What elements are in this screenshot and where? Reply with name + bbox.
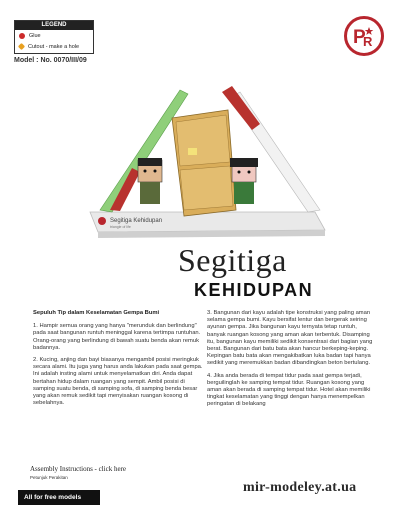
legend-item-label: Glue bbox=[29, 32, 41, 39]
glue-dot-icon bbox=[19, 33, 25, 39]
site-watermark: mir-modeley.at.ua bbox=[243, 480, 357, 495]
board-sublabel: triangle of life bbox=[110, 225, 131, 229]
brand-logo[interactable] bbox=[344, 16, 384, 56]
assembly-instructions-link[interactable]: Assembly Instructions - click here bbox=[30, 465, 127, 473]
page-subtitle: KEHIDUPAN bbox=[194, 280, 314, 300]
board-logo-icon bbox=[98, 217, 106, 225]
left-text-column bbox=[33, 310, 203, 407]
left-figure-hair bbox=[138, 158, 162, 166]
right-figure-body bbox=[234, 182, 254, 204]
legend-box bbox=[14, 20, 94, 54]
page-title: Segitiga bbox=[178, 242, 287, 278]
svg-text:R: R bbox=[363, 34, 373, 49]
left-figure-body bbox=[140, 182, 160, 204]
section-heading: Sepuluh Tip dalam Keselamatan Gempa Bumi bbox=[33, 310, 160, 316]
cutout-star-icon bbox=[18, 43, 25, 50]
board-label: Segitiga Kehidupan bbox=[110, 218, 163, 224]
legend-item-cutout bbox=[15, 41, 93, 52]
assembly-instructions-subtitle: Petunjuk Perakitan bbox=[30, 475, 68, 480]
legend-item-label: Cutout - make a hole bbox=[28, 43, 80, 50]
pr-logo-icon bbox=[349, 21, 379, 51]
paragraph: 3. Bangunan dari kayu adalah tipe konstruksi yang paling aman selama gempa bumi. Kayu bersifat lentur dan bergerak seiring ayunan gempa. Jika bangunan kayu ternyata tetap runtuh, banyak ruangan kosong yang aman akan terbentuk. Disamping itu, bangunan kayu memiliki sedikit konsentrasi dari bagian yang berat. Bangunan dari batu bata akan hancur berkeping-keping. Kepingan batu bata akan mengakibatkan luka badan tapi hanya sedikit yang meremukkan badan dibandingkan beton bertulang. bbox=[207, 310, 373, 367]
right-figure-hair bbox=[230, 158, 258, 167]
wardrobe-door bbox=[176, 115, 230, 166]
right-text-column bbox=[207, 310, 377, 409]
paragraph: 1. Hampir semua orang yang hanya "merunduk dan berlindung" pada saat bangunan runtuh meninggal karena tertimpa runtuhan. Orang-orang yang berlindung di bawah suatu benda akan remuk badannya. bbox=[33, 323, 201, 351]
model-number: Model : No. 0070/III/09 bbox=[14, 57, 87, 64]
free-models-banner: All for free models bbox=[18, 490, 100, 505]
svg-text:P: P bbox=[353, 27, 366, 48]
sticky-note bbox=[188, 148, 197, 155]
paragraph: 4. Jika anda berada di tempat tidur pada saat gempa terjadi, berguilinglah ke samping tempat tidur. Ruangan kosong yang aman akan berada di samping tempat tidur. Hotel akan memiliki tingkat keselamatan yang tinggi dengan hanya menempelkan peringatan di belakang bbox=[207, 372, 371, 408]
triangle-of-life-illustration bbox=[80, 80, 335, 255]
legend-item-glue bbox=[15, 30, 93, 41]
paragraph: 2. Kucing, anjing dan bayi biasanya mengambil posisi meringkuk secara alami. Itu juga yang harus anda lakukan pada saat gempa. Ini adalah insting alami untuk menyelamatkan diri. Anda dapat bertahan hidup dalam ruangan yang sempit. Ambil posisi di samping suatu benda, di samping sofa, di samping benda besar yang akan remuk sedikit tapi menyisakan ruangan kosong di sebelahnya. bbox=[33, 357, 203, 407]
legend-title: LEGEND bbox=[15, 21, 93, 30]
wardrobe-drawer bbox=[180, 166, 233, 210]
